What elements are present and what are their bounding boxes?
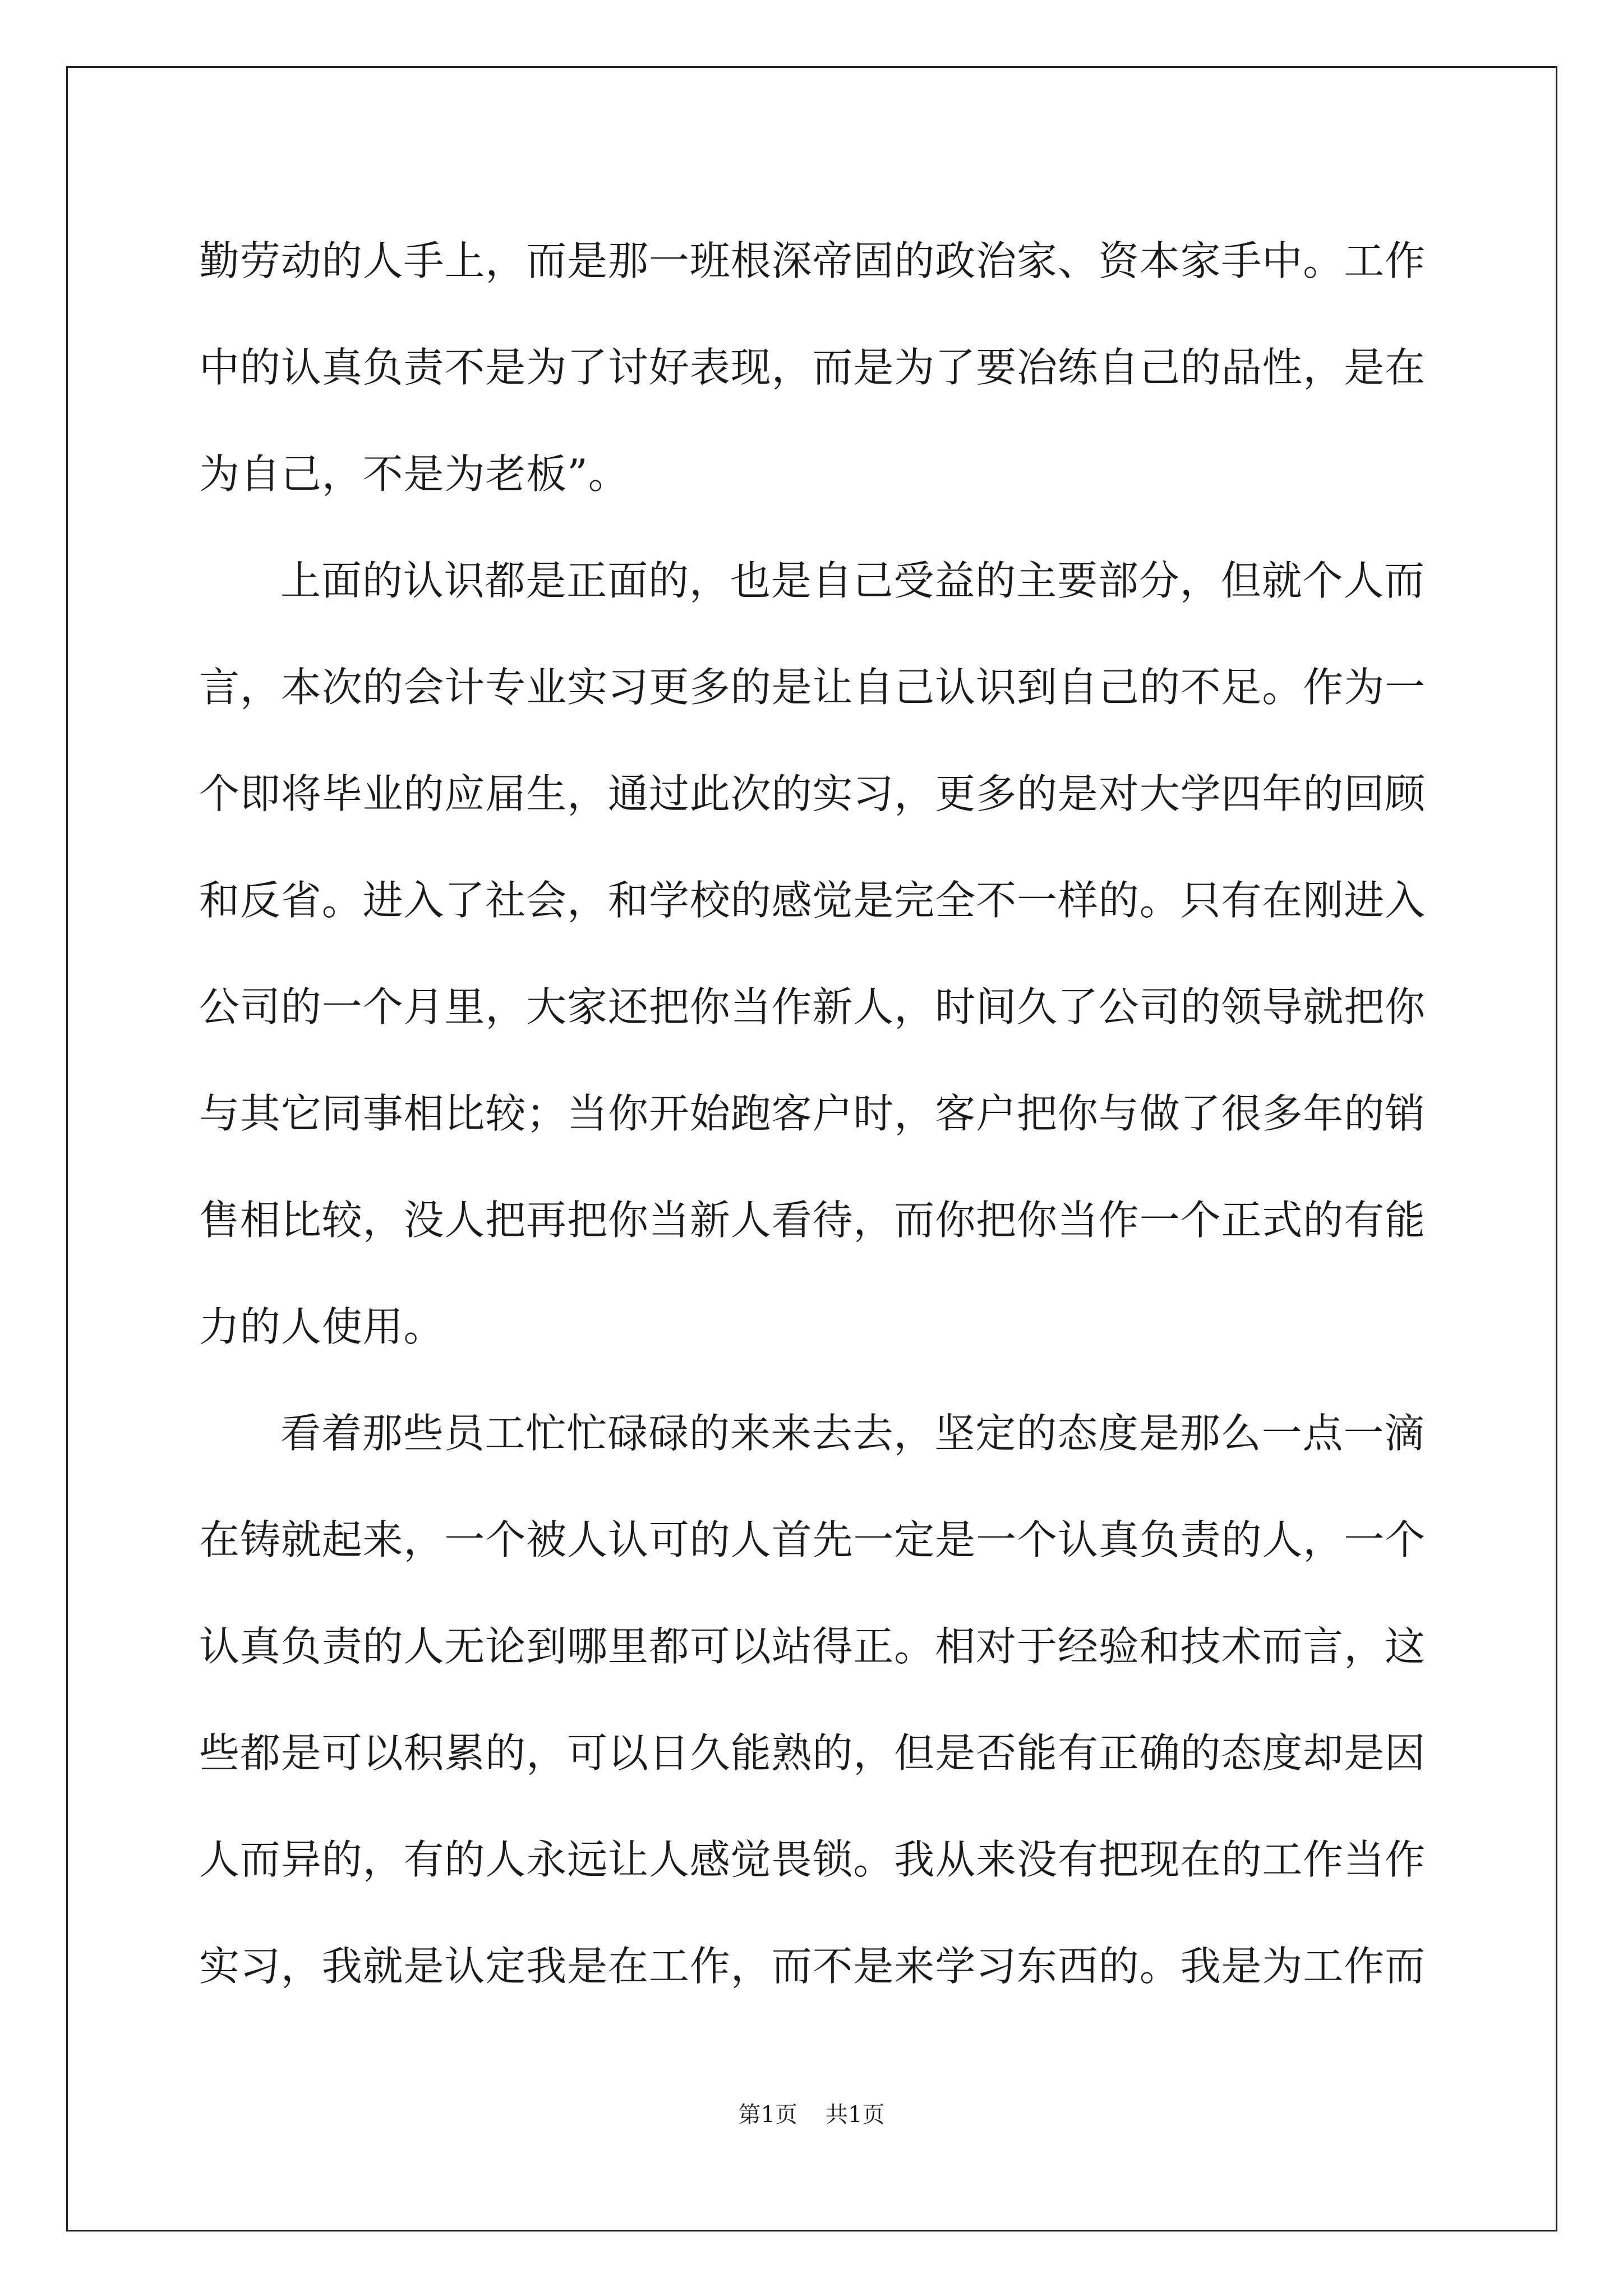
text-line: 认真负责的人无论到哪里都可以站得正。相对于经验和技术而言，这 xyxy=(199,1623,1426,1670)
text-line: 中的认真负责不是为了讨好表现，而是为了要冶练自己的品性，是在 xyxy=(199,344,1426,391)
document-body xyxy=(199,208,1427,2019)
text-line: 与其它同事相比较；当你开始跑客户时，客户把你与做了很多年的销 xyxy=(199,1090,1426,1137)
text-line: 人而异的，有的人永远让人感觉畏锁。我从来没有把现在的工作当作 xyxy=(199,1836,1426,1883)
text-line: 实习，我就是认定我是在工作，而不是来学习东西的。我是为工作而 xyxy=(199,1943,1426,1990)
text-line: 些都是可以积累的，可以日久能熟的，但是否能有正确的态度却是因 xyxy=(199,1729,1426,1777)
paragraph-start-line: 上面的认识都是正面的，也是自己受益的主要部分，但就个人而 xyxy=(280,557,1426,604)
text-line: 勤劳动的人手上，而是那一班根深帝固的政治家、资本家手中。工作 xyxy=(199,237,1426,284)
text-line: 在铸就起来，一个被人认可的人首先一定是一个认真负责的人，一个 xyxy=(199,1516,1426,1563)
text-line: 售相比较，没人把再把你当新人看待，而你把你当作一个正式的有能 xyxy=(199,1197,1426,1244)
text-line: 公司的一个月里，大家还把你当作新人，时间久了公司的领导就把你 xyxy=(199,983,1426,1030)
paragraph-start-line: 看着那些员工忙忙碌碌的来来去去，坚定的态度是那么一点一滴 xyxy=(280,1410,1426,1457)
text-line: 为自己，不是为老板”。 xyxy=(199,450,629,498)
text-line: 力的人使用。 xyxy=(199,1303,445,1350)
text-line: 个即将毕业的应届生，通过此次的实习，更多的是对大学四年的回顾 xyxy=(199,770,1426,817)
page-number-current: 第1页 xyxy=(738,2102,797,2128)
page-footer xyxy=(0,2098,1623,2132)
page-number-total: 共1页 xyxy=(826,2102,885,2128)
text-line: 言，本次的会计专业实习更多的是让自己认识到自己的不足。作为一 xyxy=(199,664,1426,711)
text-line: 和反省。进入了社会，和学校的感觉是完全不一样的。只有在刚进入 xyxy=(199,877,1426,924)
